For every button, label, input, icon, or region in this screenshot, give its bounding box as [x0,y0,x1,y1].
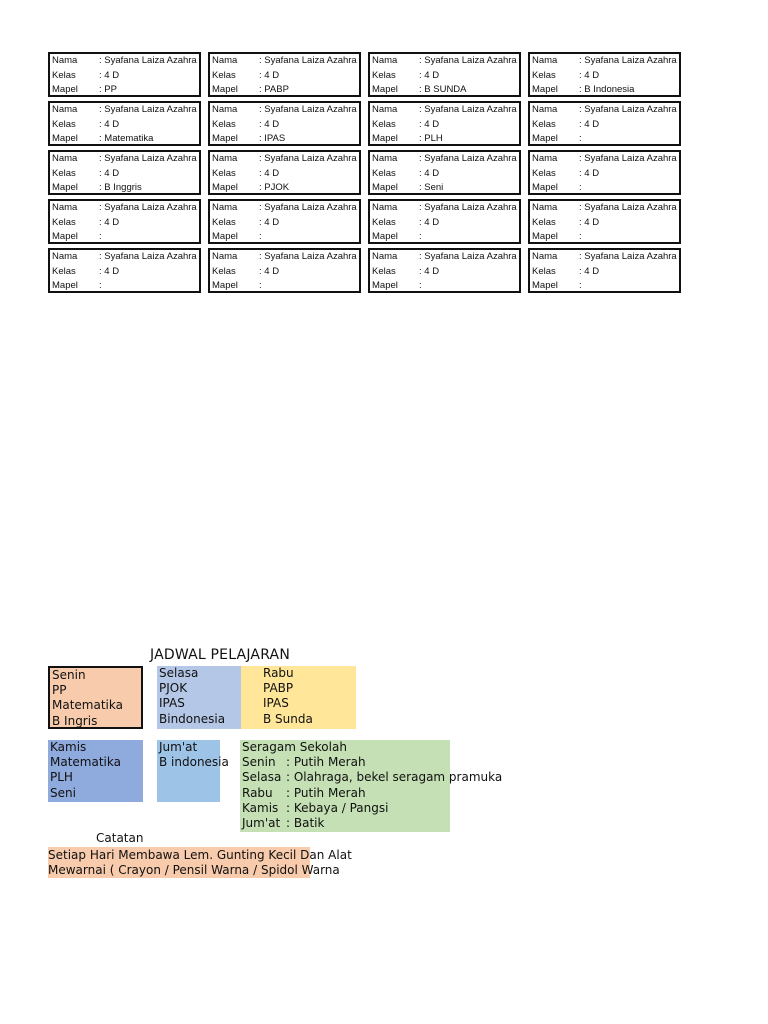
label-subject-value: : PLH [419,133,443,144]
label-name-value: : Syafana Laiza Azahra [579,251,677,262]
label-subject-row [52,230,197,244]
label-subject-row [372,230,517,244]
day-title: Kamis [50,740,87,754]
subject: PABP [263,681,294,696]
uniform-row [242,786,448,801]
label-class-row [212,167,357,182]
label-subject-row [212,83,357,97]
label-subject-value: : [259,231,262,242]
label-subject-value: : PP [99,84,117,95]
label-class-value: : 4 D [99,167,120,179]
label-name-value: : Syafana Laiza Azahra [579,55,677,66]
uniform-value: : Batik [286,815,325,830]
label-name-row [212,152,357,167]
label-subject-key: Mapel [212,84,238,95]
label-class-key: Kelas [52,216,76,228]
label-class-row [212,216,357,231]
uniform-day: Kamis [242,800,279,815]
label-subject-row [52,132,197,146]
label-subject-key: Mapel [372,84,398,95]
label-subject-key: Mapel [532,280,558,291]
label-class-key: Kelas [52,118,76,130]
label-class-key: Kelas [532,216,556,228]
label-name-value: : Syafana Laiza Azahra [259,202,357,213]
label-name-row [532,201,677,216]
label-subject-value: : [99,231,102,242]
label-class-key: Kelas [532,167,556,179]
label-class-value: : 4 D [259,69,280,81]
label-class-key: Kelas [212,118,236,130]
name-label-card [528,199,681,244]
label-name-value: : Syafana Laiza Azahra [419,251,517,262]
label-subject-key: Mapel [52,133,78,144]
label-subject-key: Mapel [52,280,78,291]
label-name-key: Nama [52,55,78,66]
label-name-key: Nama [532,104,558,115]
uniform-value: : Olahraga, bekel seragam pramuka [286,770,503,785]
label-name-key: Nama [532,202,558,213]
label-class-key: Kelas [532,265,556,277]
subject: Seni [50,785,76,800]
label-subject-row [532,279,677,293]
name-label-card [368,52,521,97]
day-title: Rabu [263,666,294,680]
label-class-row [372,167,517,182]
label-class-value: : 4 D [259,216,280,228]
label-class-key: Kelas [212,216,236,228]
label-class-value: : 4 D [99,216,120,228]
uniform-schedule [240,740,503,832]
schedule-wednesday [241,666,356,729]
uniform-value: : Putih Merah [286,755,366,770]
name-label-card [208,52,361,97]
label-name-key: Nama [212,104,238,115]
uniform-row [242,755,448,770]
label-subject-value: : [419,231,422,242]
label-name-row [532,250,677,265]
label-name-key: Nama [212,55,238,66]
name-label-grid [48,52,681,293]
label-name-row [372,250,517,265]
name-label-card [48,52,201,97]
name-label-card [368,199,521,244]
label-name-key: Nama [372,202,398,213]
label-subject-value: : B SUNDA [419,84,467,95]
label-subject-row [372,279,517,293]
label-name-row [532,54,677,69]
label-class-row [52,118,197,133]
label-class-value: : 4 D [419,216,440,228]
uniform-day: Rabu [242,785,273,800]
schedule-monday [48,666,143,729]
label-class-key: Kelas [532,69,556,81]
label-name-row [532,103,677,118]
label-name-value: : Syafana Laiza Azahra [579,202,677,213]
uniform-row [242,816,448,831]
label-class-value: : 4 D [579,118,600,130]
label-subject-row [212,279,357,293]
label-name-row [52,201,197,216]
label-name-row [52,54,197,69]
schedule-tuesday [157,666,241,729]
label-subject-key: Mapel [212,280,238,291]
label-name-key: Nama [372,153,398,164]
label-class-row [532,118,677,133]
label-name-row [532,152,677,167]
label-subject-value: : [419,280,422,291]
label-subject-key: Mapel [52,182,78,193]
name-label-card [208,150,361,195]
label-class-key: Kelas [372,69,396,81]
label-subject-key: Mapel [52,231,78,242]
schedule-title: JADWAL PELAJARAN [150,647,291,663]
label-name-row [372,201,517,216]
name-label-card [208,101,361,146]
label-class-value: : 4 D [419,167,440,179]
label-subject-row [212,181,357,195]
label-class-value: : 4 D [99,118,120,130]
subject: Matematika [50,755,121,770]
label-subject-row [532,132,677,146]
label-subject-row [372,83,517,97]
label-subject-row [532,83,677,97]
label-name-row [212,201,357,216]
label-class-value: : 4 D [419,118,440,130]
label-subject-key: Mapel [372,182,398,193]
label-class-value: : 4 D [579,69,600,81]
day-title: Senin [52,668,86,682]
subject: Bindonesia [159,711,226,726]
label-name-key: Nama [52,104,78,115]
label-name-row [372,152,517,167]
label-class-value: : 4 D [99,69,120,81]
label-name-key: Nama [52,153,78,164]
label-class-value: : 4 D [99,265,120,277]
subject: PP [52,683,67,698]
label-subject-value: : [99,280,102,291]
label-class-value: : 4 D [259,167,280,179]
label-class-row [372,118,517,133]
label-class-value: : 4 D [419,265,440,277]
label-class-row [372,69,517,84]
label-subject-value: : PABP [259,84,289,95]
label-class-row [532,265,677,280]
label-subject-value: : Seni [419,182,444,193]
name-label-card [48,248,201,293]
subject: B Ingris [52,713,98,728]
note-line: Setiap Hari Membawa Lem. Gunting Kecil Dan Alat [48,848,352,862]
label-class-key: Kelas [52,265,76,277]
subject: B Sunda [263,711,313,726]
label-name-key: Nama [212,153,238,164]
uniform-value: : Putih Merah [286,785,366,800]
subject: Matematika [52,698,123,713]
label-subject-value: : B Inggris [99,182,142,193]
label-name-key: Nama [212,202,238,213]
uniform-value: : Kebaya / Pangsi [286,800,389,815]
subject: B indonesia [159,755,229,770]
label-class-value: : 4 D [259,265,280,277]
label-class-row [52,69,197,84]
uniform-row [242,770,503,785]
label-subject-row [52,181,197,195]
label-name-value: : Syafana Laiza Azahra [99,104,197,115]
label-subject-value: : IPAS [259,133,286,144]
label-class-row [372,265,517,280]
label-name-key: Nama [372,251,398,262]
label-subject-key: Mapel [532,133,558,144]
name-label-card [368,101,521,146]
label-class-row [52,265,197,280]
label-subject-key: Mapel [532,231,558,242]
label-class-key: Kelas [212,69,236,81]
label-subject-value: : [579,182,582,193]
name-label-card [368,150,521,195]
label-class-row [532,216,677,231]
label-class-row [52,216,197,231]
label-name-value: : Syafana Laiza Azahra [99,202,197,213]
label-class-value: : 4 D [579,265,600,277]
label-class-row [372,216,517,231]
uniform-day: Senin [242,755,276,770]
label-subject-key: Mapel [212,182,238,193]
label-name-key: Nama [212,251,238,262]
label-subject-row [372,132,517,146]
label-class-key: Kelas [212,265,236,277]
uniform-day: Selasa [242,770,282,785]
name-label-card [528,150,681,195]
label-subject-key: Mapel [212,231,238,242]
label-name-key: Nama [532,251,558,262]
subject: IPAS [159,696,185,711]
label-subject-value: : [579,280,582,291]
label-name-value: : Syafana Laiza Azahra [419,104,517,115]
name-label-card [528,248,681,293]
label-subject-key: Mapel [372,133,398,144]
label-class-key: Kelas [372,216,396,228]
label-name-row [212,250,357,265]
label-class-value: : 4 D [579,167,600,179]
label-class-row [52,167,197,182]
label-name-row [372,54,517,69]
label-name-value: : Syafana Laiza Azahra [99,55,197,66]
label-name-value: : Syafana Laiza Azahra [259,55,357,66]
label-subject-row [212,132,357,146]
subject: IPAS [263,696,289,711]
schedule-thursday [48,740,143,802]
label-subject-row [532,181,677,195]
label-subject-key: Mapel [372,231,398,242]
label-name-value: : Syafana Laiza Azahra [99,251,197,262]
label-subject-row [52,83,197,97]
label-subject-value: : PJOK [259,182,290,193]
label-subject-row [52,279,197,293]
name-label-card [528,101,681,146]
day-title: Selasa [159,666,199,680]
label-subject-key: Mapel [52,84,78,95]
label-class-key: Kelas [212,167,236,179]
uniform-row [242,801,448,816]
label-name-value: : Syafana Laiza Azahra [259,251,357,262]
label-class-key: Kelas [52,69,76,81]
label-class-row [212,69,357,84]
label-subject-value: : B Indonesia [579,84,635,95]
label-name-key: Nama [372,55,398,66]
subject: PLH [50,770,73,785]
note-line: Mewarnai ( Crayon / Pensil Warna / Spidol Warna [48,863,340,877]
label-class-row [212,265,357,280]
label-name-row [52,103,197,118]
label-name-value: : Syafana Laiza Azahra [419,55,517,66]
label-name-key: Nama [52,202,78,213]
name-label-card [208,199,361,244]
label-name-value: : Syafana Laiza Azahra [579,104,677,115]
day-title: Jum'at [159,740,198,754]
label-class-row [212,118,357,133]
label-name-value: : Syafana Laiza Azahra [259,104,357,115]
label-subject-key: Mapel [372,280,398,291]
label-class-key: Kelas [52,167,76,179]
label-class-key: Kelas [372,118,396,130]
label-name-value: : Syafana Laiza Azahra [419,153,517,164]
name-label-card [48,101,201,146]
name-label-card [208,248,361,293]
label-name-value: : Syafana Laiza Azahra [99,153,197,164]
label-subject-value: : [259,280,262,291]
label-subject-value: : [579,231,582,242]
label-class-key: Kelas [372,265,396,277]
subject: PJOK [159,681,188,696]
label-name-key: Nama [52,251,78,262]
label-name-key: Nama [532,153,558,164]
label-class-row [532,167,677,182]
label-name-key: Nama [372,104,398,115]
label-class-key: Kelas [372,167,396,179]
name-label-card [368,248,521,293]
name-label-card [48,199,201,244]
label-name-row [212,54,357,69]
label-name-value: : Syafana Laiza Azahra [579,153,677,164]
label-name-row [372,103,517,118]
label-name-row [52,250,197,265]
label-subject-value: : Matematika [99,133,154,144]
name-label-card [528,52,681,97]
label-subject-key: Mapel [212,133,238,144]
label-subject-key: Mapel [532,182,558,193]
uniform-day: Jum'at [242,815,281,830]
label-name-key: Nama [532,55,558,66]
schedule-friday [157,740,229,802]
label-class-row [532,69,677,84]
notes-title: Catatan [96,831,144,845]
label-class-value: : 4 D [259,118,280,130]
label-class-value: : 4 D [579,216,600,228]
label-subject-row [532,230,677,244]
label-name-value: : Syafana Laiza Azahra [259,153,357,164]
name-label-card [48,150,201,195]
label-subject-key: Mapel [532,84,558,95]
label-subject-row [212,230,357,244]
label-name-value: : Syafana Laiza Azahra [419,202,517,213]
label-class-value: : 4 D [419,69,440,81]
uniform-title: Seragam Sekolah [242,740,347,754]
label-subject-value: : [579,133,582,144]
label-name-row [52,152,197,167]
label-name-row [212,103,357,118]
label-subject-row [372,181,517,195]
label-class-key: Kelas [532,118,556,130]
